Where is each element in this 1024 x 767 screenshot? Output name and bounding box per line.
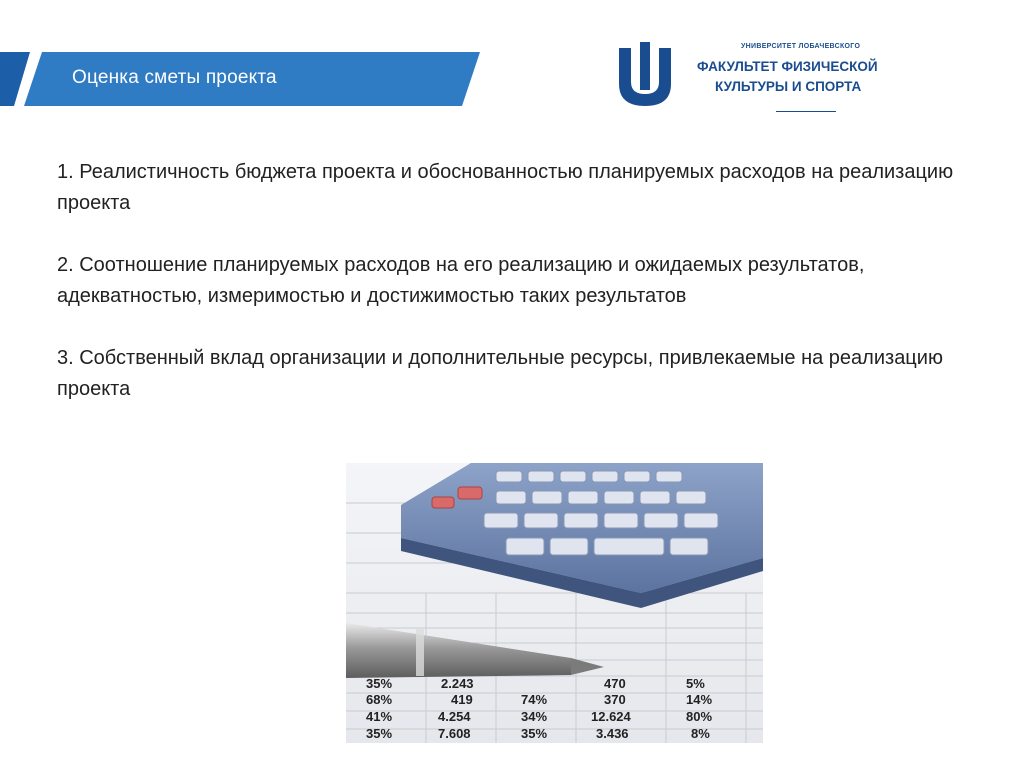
table-cell: 419 [451, 692, 473, 707]
table-cell: 7.608 [438, 726, 471, 741]
table-cell: 2.243 [441, 676, 474, 691]
table-cell: 80% [686, 709, 713, 724]
criterion-item: 2. Соотношение планируемых расходов на его реализацию и ожидаемых результатов, адекватностью, измеримостью и достижимостью таких результатов [57, 254, 865, 307]
table-cell: 370 [604, 692, 626, 707]
table-cell: 4.254 [438, 709, 471, 724]
university-emblem-icon [613, 42, 677, 112]
criteria-list [57, 157, 967, 436]
title-banner [0, 52, 480, 106]
faculty-logo [613, 42, 933, 122]
table-cell: 12.624 [591, 709, 631, 724]
table-cell: 41% [366, 709, 393, 724]
calculator-photo [346, 463, 763, 743]
table-cell: 5% [686, 676, 705, 691]
faculty-name-line2: КУЛЬТУРЫ И СПОРТА [715, 79, 862, 94]
table-cell: 8% [691, 726, 710, 741]
faculty-name-line1: ФАКУЛЬТЕТ ФИЗИЧЕСКОЙ [697, 59, 878, 74]
table-cell: 74% [521, 692, 548, 707]
table-cell: 35% [521, 726, 548, 741]
table-cell: 35% [366, 726, 393, 741]
university-name: УНИВЕРСИТЕТ ЛОБАЧЕВСКОГО [741, 43, 861, 50]
calculator-pen-image [346, 463, 763, 743]
table-cell: 34% [521, 709, 548, 724]
criterion-item: 1. Реалистичность бюджета проекта и обоснованностью планируемых расходов на реализацию проекта [57, 161, 954, 214]
criterion-item: 3. Собственный вклад организации и дополнительные ресурсы, привлекаемые на реализацию проекта [57, 347, 943, 400]
table-cell: 470 [604, 676, 626, 691]
table-cell: 14% [686, 692, 713, 707]
table-cell: 35% [366, 676, 393, 691]
table-cell: 68% [366, 692, 393, 707]
logo-divider [776, 111, 836, 112]
table-cell: 3.436 [596, 726, 629, 741]
slide-title: Оценка сметы проекта [72, 67, 277, 88]
